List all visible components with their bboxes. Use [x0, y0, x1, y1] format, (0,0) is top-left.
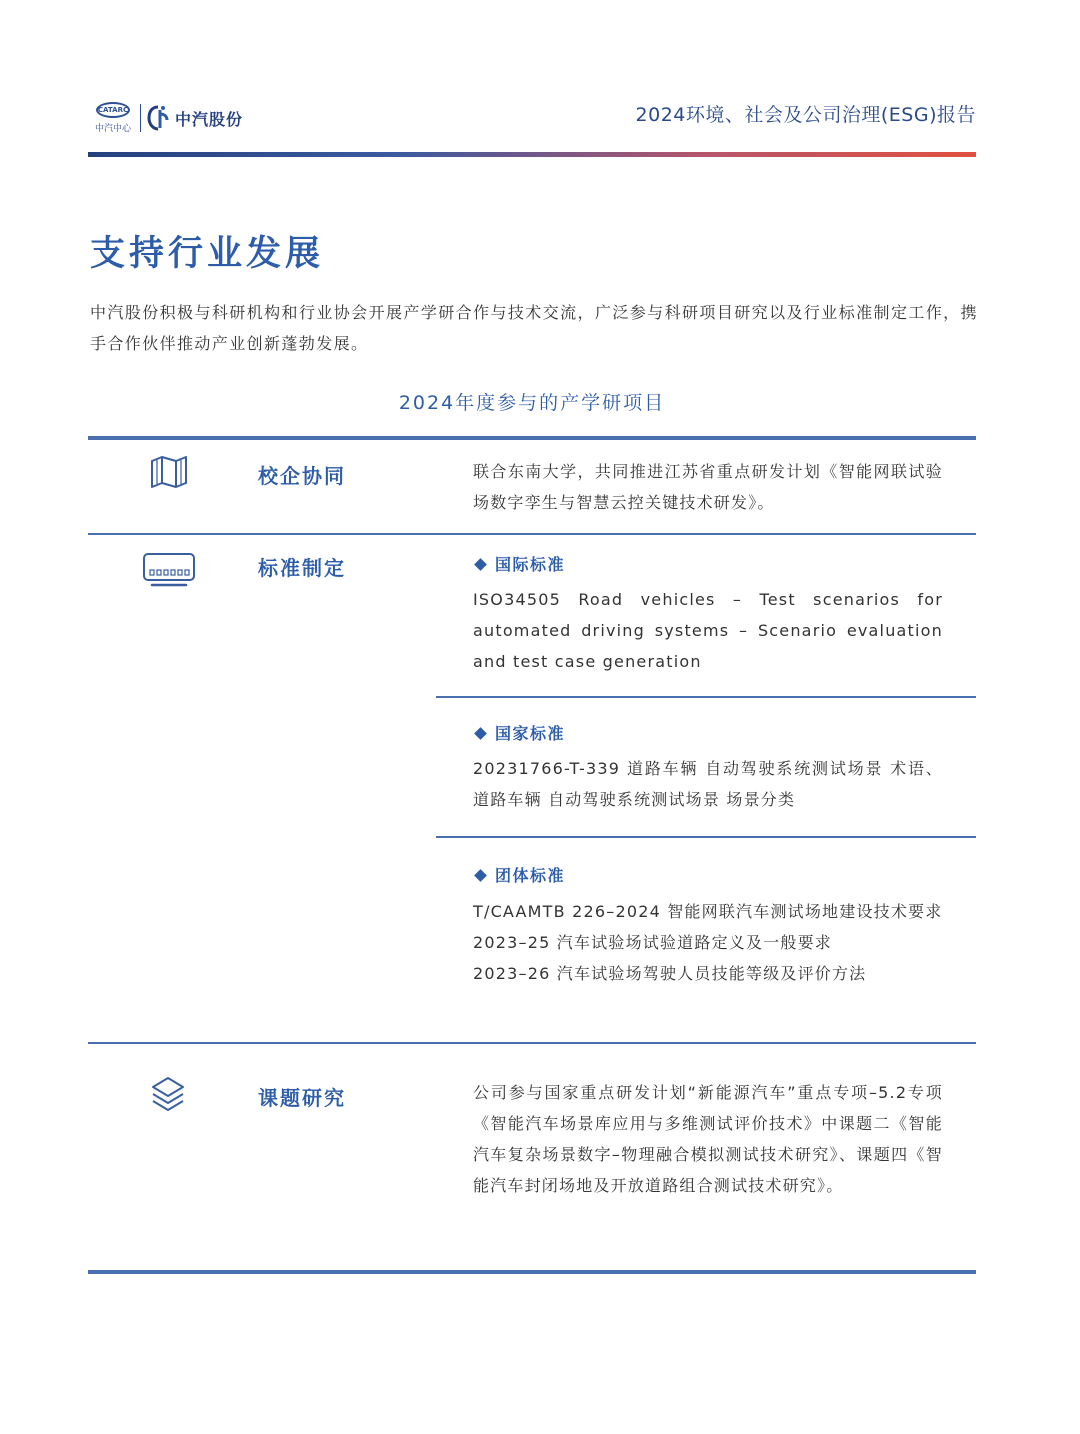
keyboard-icon	[142, 552, 196, 588]
row-label-research: 课题研究	[258, 1086, 346, 1110]
group-divider	[436, 696, 976, 698]
layers-icon	[151, 1076, 185, 1112]
map-icon	[150, 455, 188, 489]
table-bottom-rule	[88, 1270, 976, 1274]
section-intro: 中汽股份积极与科研机构和行业协会开展产学研合作与技术交流，广泛参与科研项目研究以及行业标准制定工作，携手合作伙伴推动产业创新蓬勃发展。	[90, 303, 978, 353]
brand-name: 中汽股份	[175, 109, 244, 129]
report-title: 2024环境、社会及公司治理(ESG)报告	[635, 104, 976, 126]
catarc-logo	[92, 102, 134, 134]
standard-item: 20231766-T-339 道路车辆 自动驾驶系统测试场景 术语、道路车辆 自动驾驶系统测试场景 场景分类	[473, 759, 943, 809]
standards-group-international	[473, 552, 565, 575]
row-label-university-collab: 校企协同	[258, 464, 346, 488]
standard-item: 2023–26 汽车试验场驾驶人员技能等级及评价方法	[473, 964, 867, 983]
diamond-bullet-icon	[474, 869, 487, 882]
table-top-rule	[88, 436, 976, 440]
catarc-logo-mark: CATARC	[96, 102, 130, 118]
standards-group-national	[473, 721, 565, 744]
header-gradient-bar	[88, 152, 976, 157]
standards-group-heading: 团体标准	[495, 866, 566, 885]
row-divider	[88, 533, 976, 535]
standards-group-heading: 国家标准	[495, 724, 566, 743]
page-header	[88, 96, 976, 140]
group-divider	[436, 836, 976, 838]
logo-divider	[140, 104, 141, 132]
company-logo	[92, 100, 243, 136]
section-title: 支持行业发展	[90, 234, 325, 274]
row-divider	[88, 1042, 976, 1044]
brand-mark-icon	[147, 104, 169, 132]
standard-item: 2023–25 汽车试验场试验道路定义及一般要求	[473, 933, 832, 952]
row-label-standards: 标准制定	[258, 556, 346, 580]
standards-group-lines	[473, 896, 943, 989]
standards-group-heading: 国际标准	[495, 555, 566, 574]
standards-group-lines	[473, 753, 943, 815]
row-text-research: 公司参与国家重点研发计划“新能源汽车”重点专项–5.2专项《智能汽车场景库应用与多维测试评价技术》中课题二《智能汽车复杂场景数字–物理融合模拟测试技术研究》、课题四《智能汽车封闭场地及开放道路组合测试技术研究》。	[473, 1083, 943, 1195]
diamond-bullet-icon	[474, 727, 487, 740]
standards-group-lines	[473, 584, 943, 677]
table-title: 2024年度参与的产学研项目	[398, 392, 666, 414]
standard-item: ISO34505 Road vehicles – Test scenarios for automated driving systems – Scenario evaluation and test case generation	[473, 590, 943, 671]
standard-item: T/CAAMTB 226–2024 智能网联汽车测试场地建设技术要求	[473, 902, 943, 921]
row-text-university-collab: 联合东南大学，共同推进江苏省重点研发计划《智能网联试验场数字孪生与智慧云控关键技术研发》。	[473, 462, 943, 512]
diamond-bullet-icon	[474, 558, 487, 571]
standards-group-association	[473, 863, 565, 886]
catarc-logo-text: 中汽中心	[94, 124, 131, 134]
